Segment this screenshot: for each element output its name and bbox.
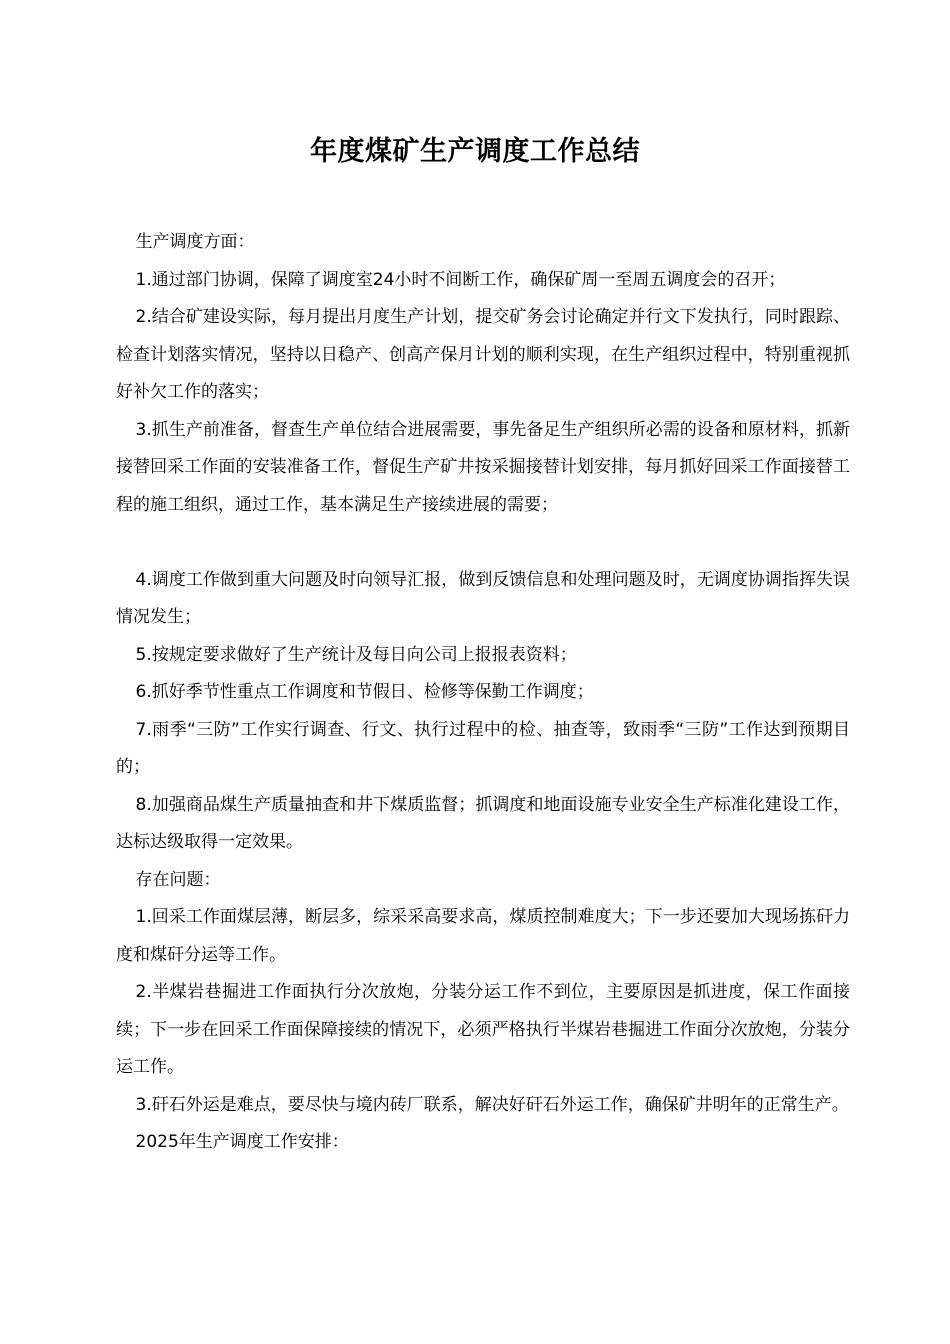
section-heading-problems: 存在问题： bbox=[135, 869, 221, 890]
document-title: 年度煤矿生产调度工作总结 bbox=[310, 136, 640, 167]
paragraph-item-6: 6.抓好季节性重点工作调度和节假日、检修等保勤工作调度； bbox=[135, 682, 594, 702]
blank-line bbox=[116, 524, 850, 562]
paragraph-item-5: 5.按规定要求做好了生产统计及每日向公司上报报表资料； bbox=[135, 644, 577, 665]
problem-item-3: 3.矸石外运是难点，要尽快与境内砖厂联系，解决好矸石外运工作，确保矿井明年的正常生产。 bbox=[135, 1094, 849, 1115]
paragraph-item-8: 8.加强商品煤生产质量抽查和井下煤质监督；抓调度和地面设施专业安全生产标准化建设工作，达标达级取得一定效果。 bbox=[116, 794, 850, 852]
document-body bbox=[116, 224, 850, 1162]
paragraph-item-3: 3.抓生产前准备，督查生产单位结合进展需要，事先备足生产组织所必需的设备和原材料，抓新接替回采工作面的安装准备工作，督促生产矿井按采掘接替计划安排，每月抓好回采工作面接替工程的施工组织，通过工作，基本满足生产接续进展的需要； bbox=[116, 419, 850, 515]
problem-item-2: 2.半煤岩巷掘进工作面执行分次放炮，分装分运工作不到位，主要原因是抓进度，保工作面接续；下一步在回采工作面保障接续的情况下，必须严格执行半煤岩巷掘进工作面分次放炮，分装分运工作。 bbox=[116, 982, 850, 1077]
paragraph-item-7: 7.雨季“三防”工作实行调查、行文、执行过程中的检、抽查等，致雨季“三防”工作达到预期目的； bbox=[116, 719, 850, 777]
paragraph-item-4: 4.调度工作做到重大问题及时向领导汇报，做到反馈信息和处理问题及时，无调度协调指挥失误情况发生； bbox=[116, 569, 850, 627]
paragraph-item-1: 1.通过部门协调，保障了调度室24小时不间断工作，确保矿周一至周五调度会的召开； bbox=[135, 269, 786, 290]
section-heading-production-scheduling: 生产调度方面： bbox=[135, 232, 255, 252]
section-heading-2025-plan: 2025年生产调度工作安排： bbox=[135, 1132, 349, 1152]
paragraph-item-2: 2.结合矿建设实际，每月提出月度生产计划，提交矿务会讨论确定并行文下发执行，同时跟踪、检查计划落实情况，坚持以日稳产、创高产保月计划的顺利实现，在生产组织过程中，特别重视抓好补欠工作的落实； bbox=[116, 307, 850, 402]
problem-item-1: 1.回采工作面煤层薄，断层多，综采采高要求高，煤质控制难度大；下一步还要加大现场拣矸力度和煤矸分运等工作。 bbox=[116, 907, 850, 965]
